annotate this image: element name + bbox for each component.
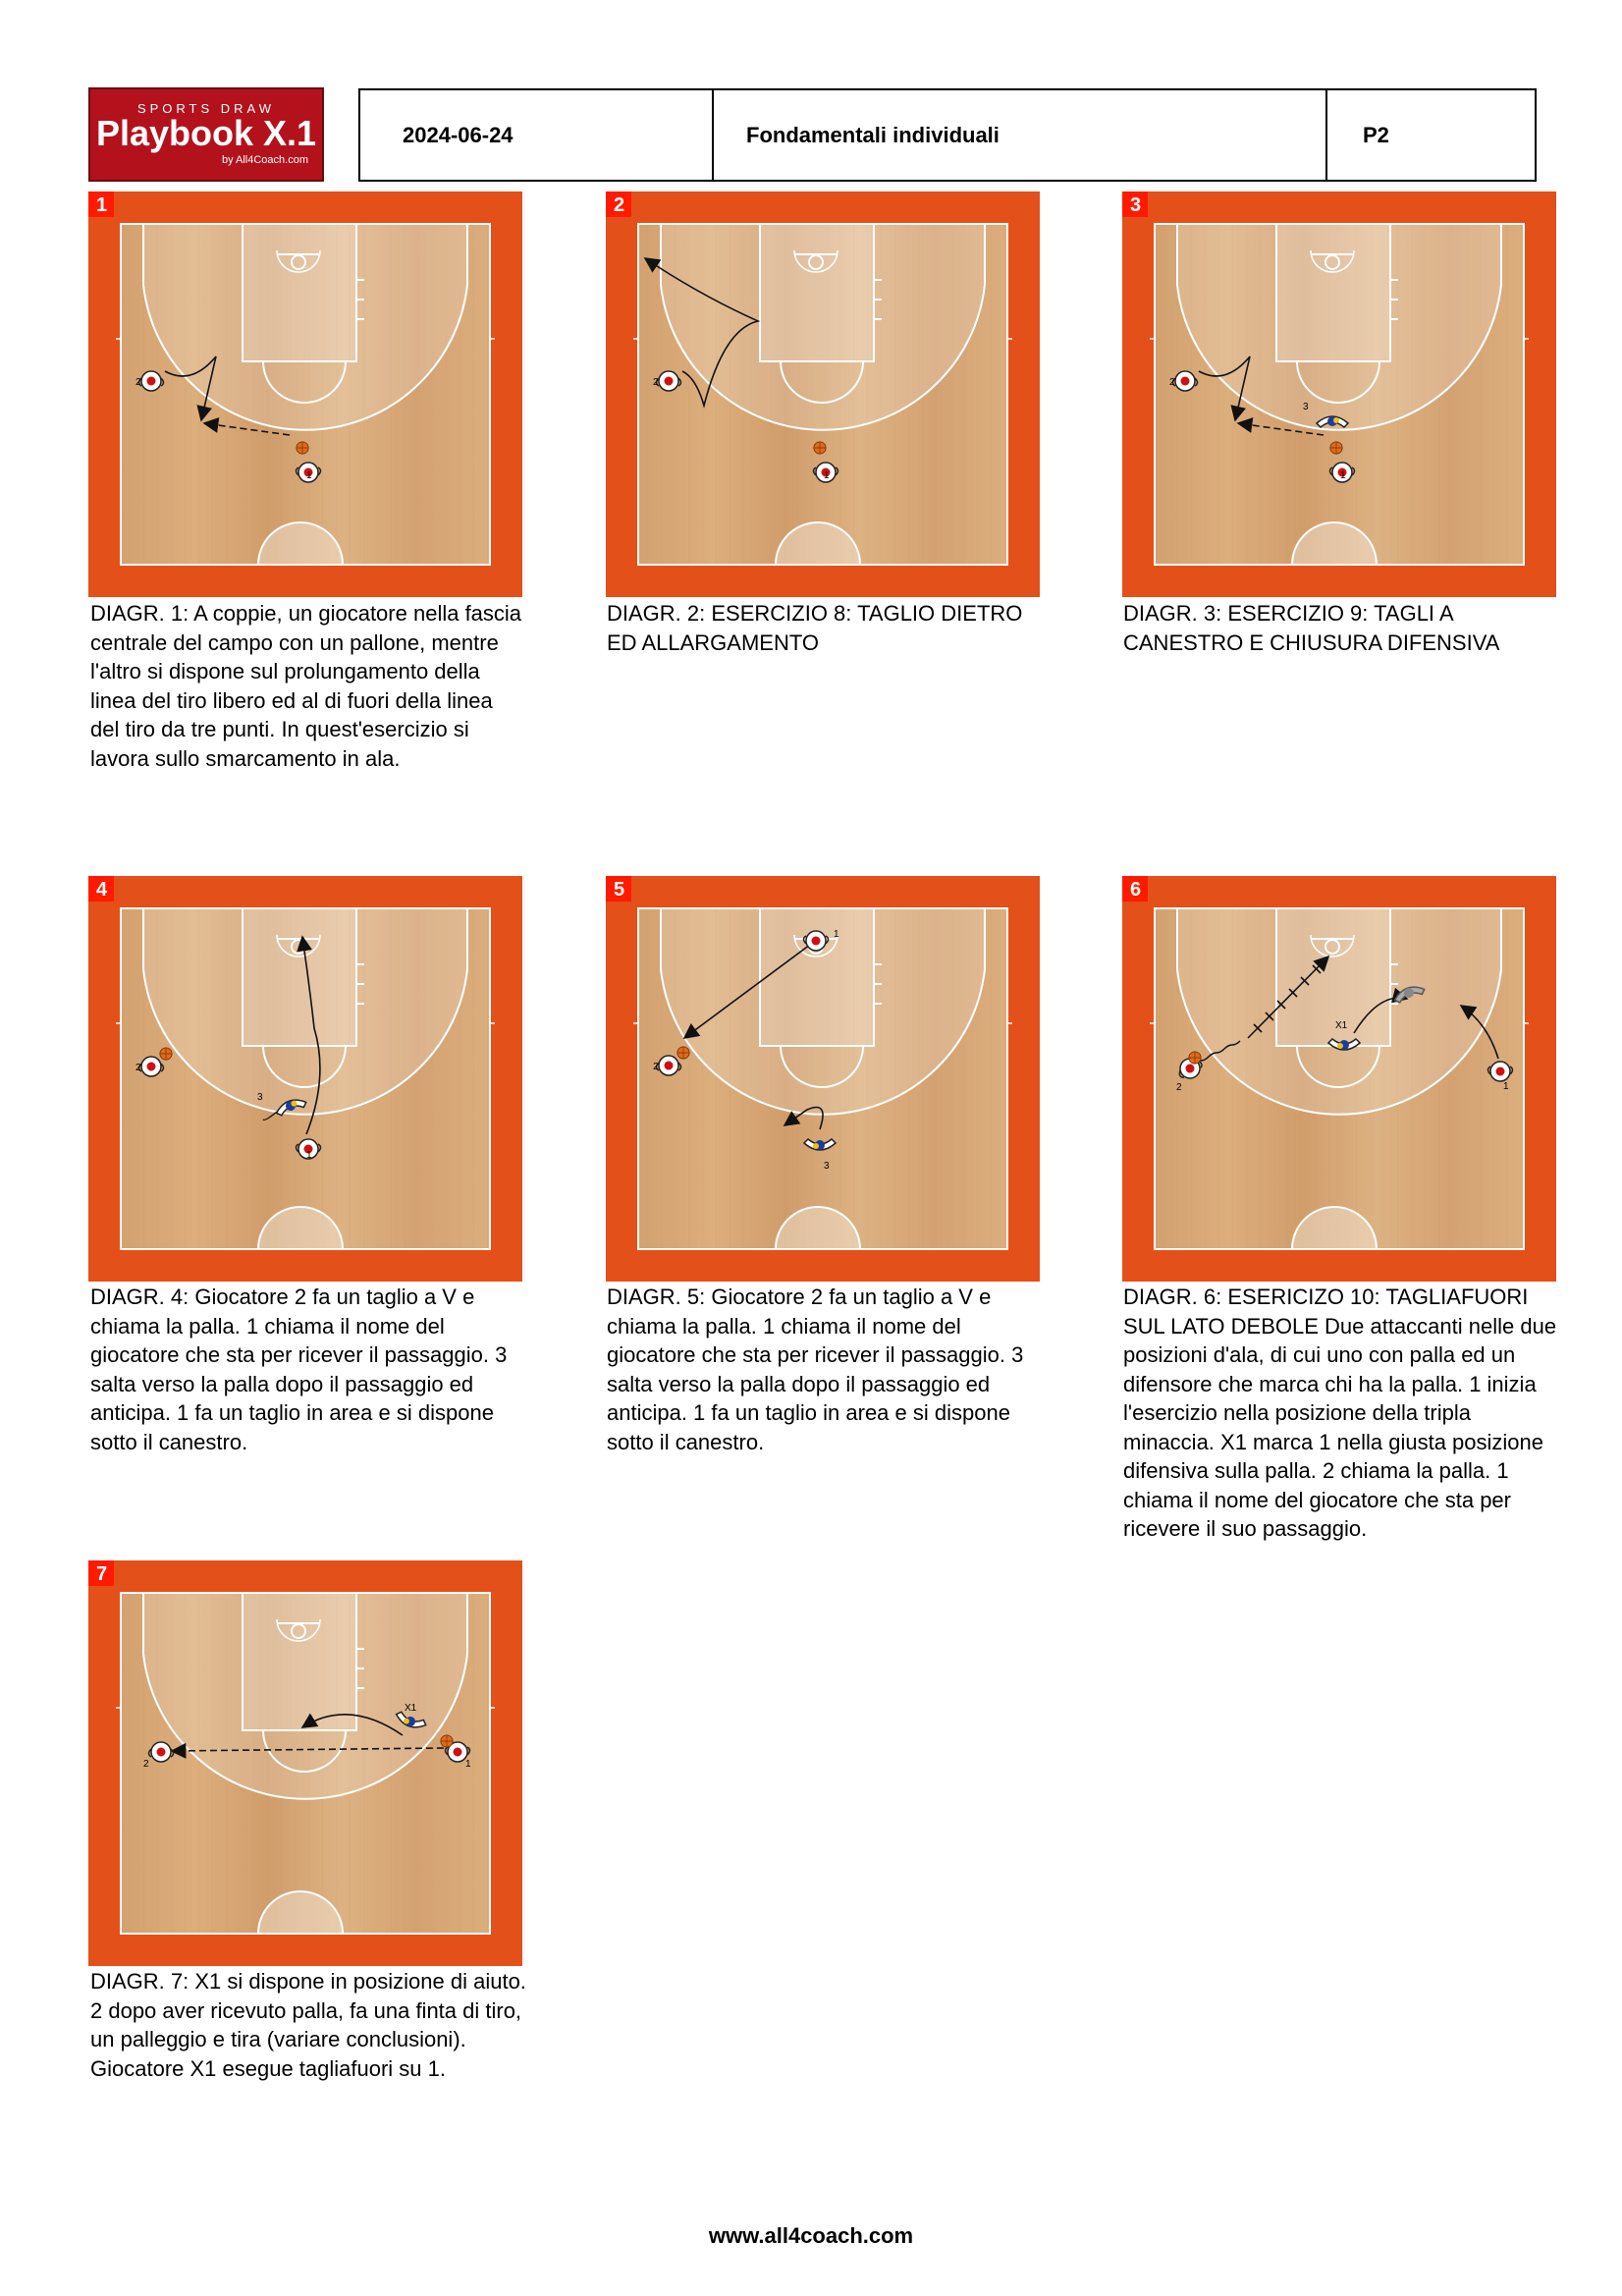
ball-icon (1330, 442, 1342, 454)
diagram-number: 4 (96, 879, 108, 901)
defender-3-label: 3 (824, 1161, 830, 1172)
player-2-label: 2 (1176, 1082, 1182, 1093)
defender-x1-label: X1 (405, 1703, 417, 1714)
ball-icon (677, 1047, 689, 1059)
header-date: 2024-06-24 (360, 90, 714, 180)
diagram-number: 5 (614, 879, 625, 901)
player-2-label: 2 (1169, 377, 1175, 388)
defender-3-label: 3 (1303, 402, 1309, 412)
player-2-label: 2 (143, 1759, 149, 1770)
ball-icon (441, 1735, 453, 1747)
page-header (358, 88, 1537, 182)
player-2-label: 2 (653, 1062, 659, 1072)
player-1-label: 1 (834, 929, 839, 940)
player-1-label: 1 (1503, 1081, 1509, 1092)
diagram-7 (88, 1560, 522, 1966)
diagram-3 (1122, 191, 1556, 597)
playbook-logo (88, 87, 324, 182)
player-2-label: 2 (653, 377, 659, 388)
ball-icon (160, 1048, 172, 1060)
diagram-number: 7 (96, 1563, 108, 1585)
diagram-4-caption: DIAGR. 4: Giocatore 2 fa un taglio a V e chiama la palla. 1 chiama il nome del giocatore che sta per ricever il passaggio. 3 salta verso la palla dopo il passaggio ed anticipa. 1 fa un taglio in area e si dispone sotto il canestro. (90, 1285, 508, 1454)
player-1-label: 1 (306, 470, 312, 481)
diagram-1-caption: DIAGR. 1: A coppie, un giocatore nella fascia centrale del campo con un pallone, mentre l'altro si dispone sul prolungamento della linea del tiro libero ed al di fuori della linea del tiro da tre punti. In quest'esercizio si lavora sullo smarcamento in ala. (90, 601, 522, 771)
diagram-5 (606, 876, 1040, 1282)
footer-url[interactable]: www.all4coach.com (708, 2223, 914, 2248)
player-2-label: 2 (135, 1063, 141, 1073)
defender-3-label: 3 (257, 1092, 263, 1103)
diagram-6-caption: DIAGR. 6: ESERICIZO 10: TAGLIAFUORI SUL LATO DEBOLE Due attaccanti nelle due posizioni d'ala, di cui uno con palla ed un difensore che marca chi ha la palla. 1 inizia l'esercizio nella posizione della tripla minaccia. X1 marca 1 nella giusta posizione difensiva sulla palla. 2 chiama la palla. 1 chiama il nome del giocatore che sta per ricevere il suo passaggio. (1123, 1285, 1557, 1541)
diagram-2 (606, 191, 1040, 597)
ball-icon (297, 442, 308, 454)
player-1-label: 1 (306, 1150, 312, 1161)
player-1-label: 1 (824, 470, 830, 481)
player-1-label: 1 (465, 1759, 471, 1770)
ball-icon (1189, 1052, 1201, 1064)
diagram-number: 3 (1130, 194, 1142, 216)
diagram-1 (88, 191, 522, 597)
diagram-number: 6 (1130, 879, 1142, 901)
logo-sub-text: by All4Coach.com (221, 154, 308, 166)
diagram-4 (88, 876, 522, 1282)
header-page: P2 (1363, 122, 1389, 147)
diagram-number: 1 (96, 194, 108, 216)
diagram-2-caption: DIAGR. 2: ESERCIZIO 8: TAGLIO DIETRO ED ALLARGAMENTO (607, 601, 1023, 655)
diagram-5-caption: DIAGR. 5: Giocatore 2 fa un taglio a V e chiama la palla. 1 chiama il nome del giocatore che sta per ricever il passaggio. 3 salta verso la palla dopo il passaggio ed anticipa. 1 fa un taglio in area e si dispone sotto il canestro. (607, 1285, 1024, 1454)
diagram-number: 2 (614, 194, 625, 216)
player-2-label: 2 (135, 377, 141, 388)
logo-top-text: SPORTS DRAW (136, 101, 276, 116)
header-title: Fondamentali individuali (714, 90, 1327, 180)
defender-x1-label: X1 (1335, 1020, 1348, 1031)
ball-icon (814, 442, 826, 454)
diagram-6 (1122, 876, 1556, 1282)
diagram-3-caption: DIAGR. 3: ESERCIZIO 9: TAGLI A CANESTRO E CHIUSURA DIFENSIVA (1123, 601, 1500, 655)
diagram-7-caption: DIAGR. 7: X1 si dispone in posizione di aiuto. 2 dopo aver ricevuto palla, fa una finta di tiro, un palleggio e tira (variare conclusioni). Giocatore X1 esegue tagliafuori su 1. (90, 1969, 526, 2081)
player-1-label: 1 (1340, 470, 1346, 481)
logo-main-text: Playbook X.1 (95, 113, 317, 153)
